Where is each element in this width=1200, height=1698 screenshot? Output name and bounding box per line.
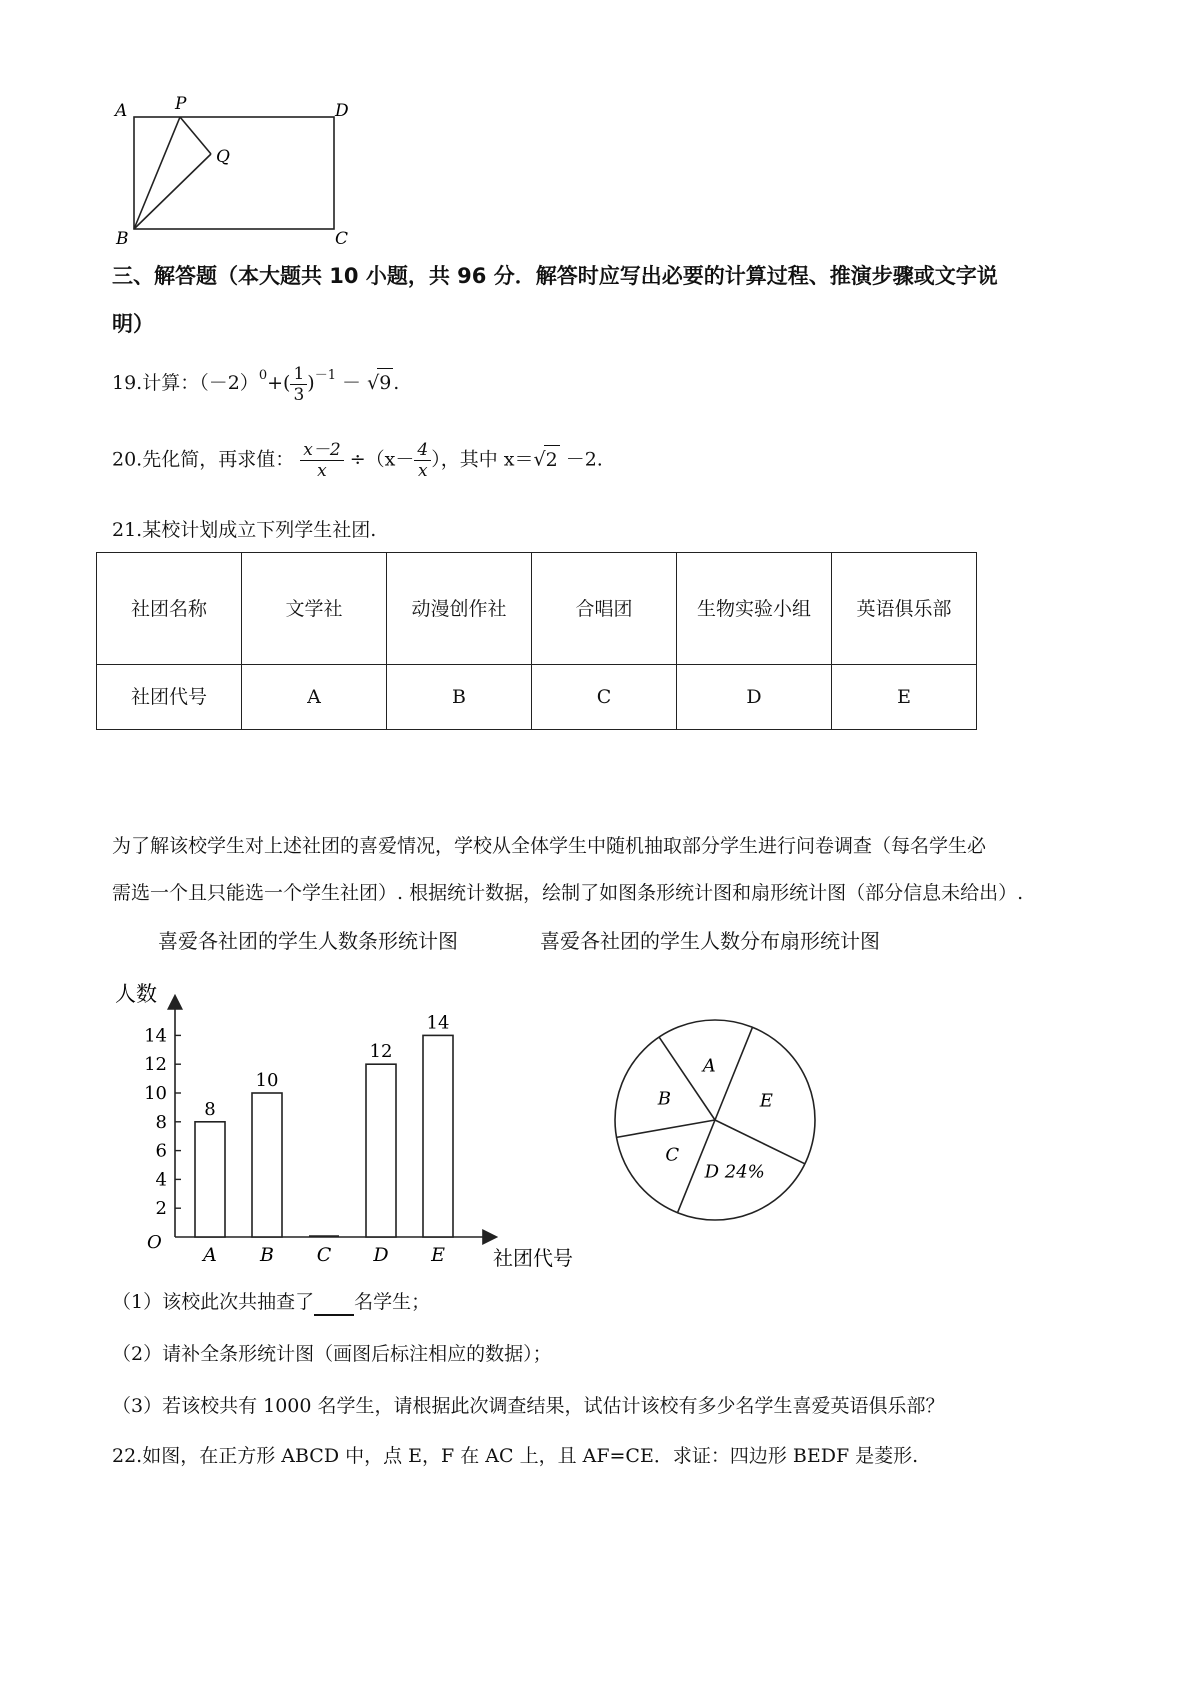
- point-label-b: B: [116, 229, 129, 249]
- point-label-c: C: [335, 229, 349, 249]
- question-22: 22.如图，在正方形 ABCD 中，点 E，F 在 AC 上，且 AF=CE．求证：四边形 BEDF 是菱形.: [112, 1445, 919, 1467]
- table-cell: 合唱团: [532, 553, 677, 665]
- x-tick-label: E: [431, 1244, 445, 1266]
- q19-end: .: [393, 372, 400, 394]
- pie-slice-label: A: [702, 1055, 716, 1077]
- answer-blank: [314, 1294, 354, 1316]
- table-cell: 生物实验小组: [677, 553, 832, 665]
- question-20: [112, 440, 603, 481]
- table-cell: 英语俱乐部: [832, 553, 977, 665]
- pie-slice-label: D 24%: [704, 1161, 765, 1183]
- sub-question-1: [112, 1288, 430, 1316]
- bar-chart: [105, 975, 595, 1275]
- q19-plus: +(: [267, 372, 291, 394]
- section-heading-cont: 明）: [112, 312, 154, 336]
- y-tick-label: 8: [155, 1111, 167, 1133]
- q19-frac-num: 1: [290, 364, 307, 385]
- q19-exp-zero: 0: [258, 368, 268, 383]
- q19-prefix: 19.计算：（－2）: [112, 372, 259, 394]
- q20-frac1-num: x－2: [300, 440, 343, 461]
- point-label-d: D: [335, 101, 349, 121]
- y-tick-label: 12: [144, 1054, 167, 1076]
- table-cell: D: [677, 665, 832, 730]
- y-tick-label: 6: [155, 1140, 167, 1162]
- bar-e: [423, 1035, 453, 1237]
- q20-radicand: 2: [544, 445, 560, 474]
- q19-fraction: [290, 364, 307, 405]
- q20-end: －2.: [565, 448, 603, 471]
- table-cell: 社团名称: [97, 553, 242, 665]
- y-tick-label: 14: [144, 1025, 167, 1047]
- y-tick-label: 4: [155, 1169, 167, 1191]
- y-tick-label: 10: [144, 1083, 167, 1104]
- survey-paragraph-line1: 为了解该校学生对上述社团的喜爱情况，学校从全体学生中随机抽取部分学生进行问卷调查（每名学生必: [112, 835, 987, 857]
- bar-data-label: 14: [426, 1012, 450, 1034]
- q20-prefix: 20.先化简，再求值：: [112, 448, 295, 471]
- club-table: [96, 552, 977, 730]
- pie-chart-title: 喜爱各社团的学生人数分布扇形统计图: [540, 929, 880, 953]
- q19-exp-neg1: －1: [314, 368, 336, 383]
- q20-frac1-den: x: [317, 461, 327, 481]
- survey-paragraph-line2: 需选一个且只能选一个学生社团）. 根据统计数据，绘制了如图条形统计图和扇形统计图（部分信息未给出）.: [112, 882, 1024, 904]
- table-cell: 动漫创作社: [387, 553, 532, 665]
- pie-slice-label: B: [657, 1088, 671, 1110]
- origin-label: O: [147, 1232, 162, 1253]
- table-row: [97, 665, 977, 730]
- q19-frac-den: 3: [293, 384, 305, 405]
- y-tick-label: 2: [155, 1198, 167, 1220]
- q20-fraction-2: [414, 440, 431, 481]
- x-tick-label: B: [260, 1244, 274, 1266]
- q20-frac2-num: 4: [414, 440, 431, 461]
- table-cell: 社团代号: [97, 665, 242, 730]
- table-cell: 文学社: [242, 553, 387, 665]
- point-label-a: A: [115, 101, 128, 121]
- q19-close: ): [307, 372, 315, 394]
- bar-d: [366, 1064, 396, 1237]
- bar-data-label: 10: [255, 1070, 279, 1091]
- bar-data-label: 8: [204, 1098, 216, 1120]
- pie-slice-label: E: [759, 1090, 773, 1112]
- table-row: [97, 553, 977, 665]
- sub1-text-a: （1）该校此次共抽查了: [112, 1291, 315, 1313]
- x-tick-label: D: [373, 1244, 389, 1266]
- x-tick-label: C: [316, 1244, 332, 1266]
- pie-chart: [605, 1010, 825, 1230]
- bar-data-label: 12: [369, 1041, 393, 1063]
- bar-chart-title: 喜爱各社团的学生人数条形统计图: [158, 929, 458, 953]
- point-label-p: P: [175, 94, 187, 114]
- x-axis-label: 社团代号: [493, 1246, 573, 1270]
- x-tick-label: A: [203, 1244, 217, 1266]
- point-label-q: Q: [216, 147, 230, 167]
- table-cell: C: [532, 665, 677, 730]
- rectangle-figure: [105, 92, 355, 252]
- y-axis-label: 人数: [115, 982, 157, 1006]
- question-19: [112, 362, 399, 405]
- q20-mid: ），其中 x＝: [431, 448, 534, 471]
- table-cell: B: [387, 665, 532, 730]
- sub-question-3: （3）若该校共有 1000 名学生，请根据此次调查结果，试估计该校有多少名学生喜爱英语俱乐部？: [112, 1395, 945, 1417]
- sqrt-sign: √: [533, 448, 546, 471]
- q20-div: ÷（x－: [349, 448, 415, 471]
- q19-minus: －: [342, 372, 362, 394]
- question-21-intro: 21.某校计划成立下列学生社团.: [112, 519, 377, 541]
- q20-frac2-den: x: [417, 461, 428, 481]
- pie-slice-label: C: [665, 1144, 680, 1166]
- bar-a: [195, 1122, 225, 1237]
- sub1-text-b: 名学生；: [354, 1291, 431, 1313]
- table-cell: A: [242, 665, 387, 730]
- q19-radicand: 9: [377, 368, 393, 397]
- sqrt-sign: √: [367, 372, 380, 394]
- table-cell: E: [832, 665, 977, 730]
- sub-question-2: （2）请补全条形统计图（画图后标注相应的数据）；: [112, 1343, 552, 1365]
- bar-b: [252, 1093, 282, 1237]
- section-heading: 三、解答题（本大题共 10 小题，共 96 分．解答时应写出必要的计算过程、推演步骤或文字说: [112, 264, 998, 288]
- q20-fraction-1: [300, 440, 343, 481]
